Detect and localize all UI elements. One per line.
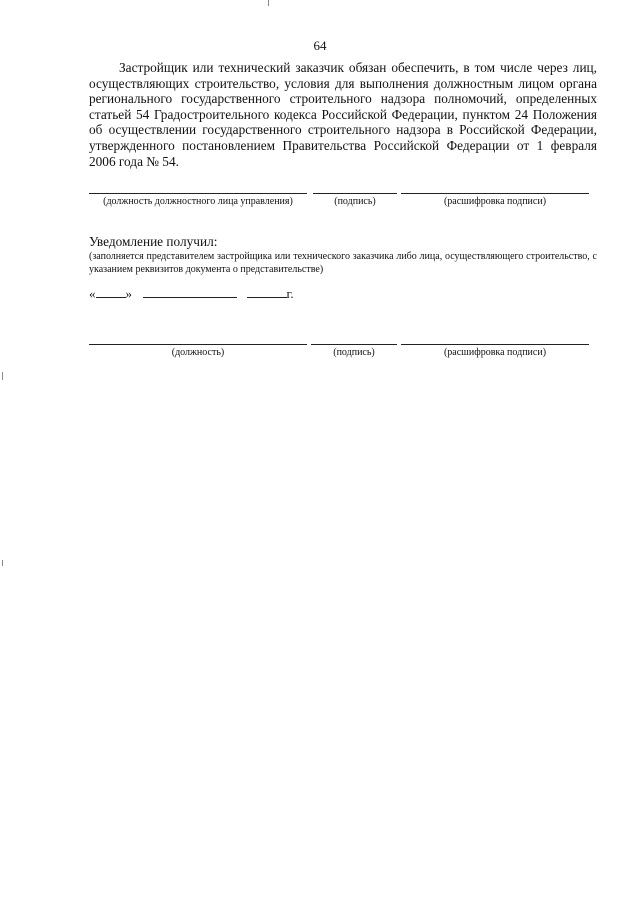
scan-mark bbox=[2, 560, 3, 566]
signature-line bbox=[313, 193, 397, 207]
date-close-quote: » bbox=[125, 286, 132, 301]
recipient-position-caption: (должность) bbox=[171, 347, 225, 358]
year-blank bbox=[247, 286, 287, 298]
recipient-signature-decode-caption: (расшифровка подписи) bbox=[443, 347, 547, 358]
signature-block-inspector bbox=[89, 193, 589, 215]
recipient-position-line bbox=[89, 344, 307, 358]
position-line bbox=[89, 193, 307, 207]
recipient-signature-decode-line bbox=[401, 344, 589, 358]
scan-mark bbox=[2, 372, 3, 380]
signature-block-recipient bbox=[89, 344, 589, 366]
scan-mark bbox=[268, 0, 269, 6]
position-caption: (должность должностного лица управления) bbox=[103, 196, 293, 207]
notice-received-note: (заполняется представителем застройщика или технического заказчика либо лица, осуществляющего строительство, с указанием реквизитов документа о представительстве) bbox=[89, 251, 597, 275]
obligation-paragraph: Застройщик или технический заказчик обязан обеспечить, в том числе через лиц, осуществляющих строительство, условия для выполнения должностным лицом органа регионального государственного строительного надзора полномочий, определенных статьей 54 Градостроительного кодекса Российской Федерации, пунктом 24 Положения об осуществлении государственного строительного надзора в Российской Федерации, утвержденного постановлением Правительства Российской Федерации от 1 февраля 2006 года № 54. bbox=[89, 60, 597, 169]
date-open-quote: « bbox=[89, 286, 96, 301]
date-line bbox=[89, 286, 294, 302]
signature-caption: (подпись) bbox=[334, 196, 376, 207]
notice-received-title: Уведомление получил: bbox=[89, 234, 218, 249]
recipient-signature-line bbox=[311, 344, 397, 358]
signature-decode-caption: (расшифровка подписи) bbox=[443, 196, 547, 207]
year-suffix: г. bbox=[286, 286, 294, 301]
signature-decode-line bbox=[401, 193, 589, 207]
day-blank bbox=[96, 286, 126, 298]
month-blank bbox=[143, 286, 237, 298]
page-number: 64 bbox=[313, 38, 327, 53]
recipient-signature-caption: (подпись) bbox=[333, 347, 375, 358]
